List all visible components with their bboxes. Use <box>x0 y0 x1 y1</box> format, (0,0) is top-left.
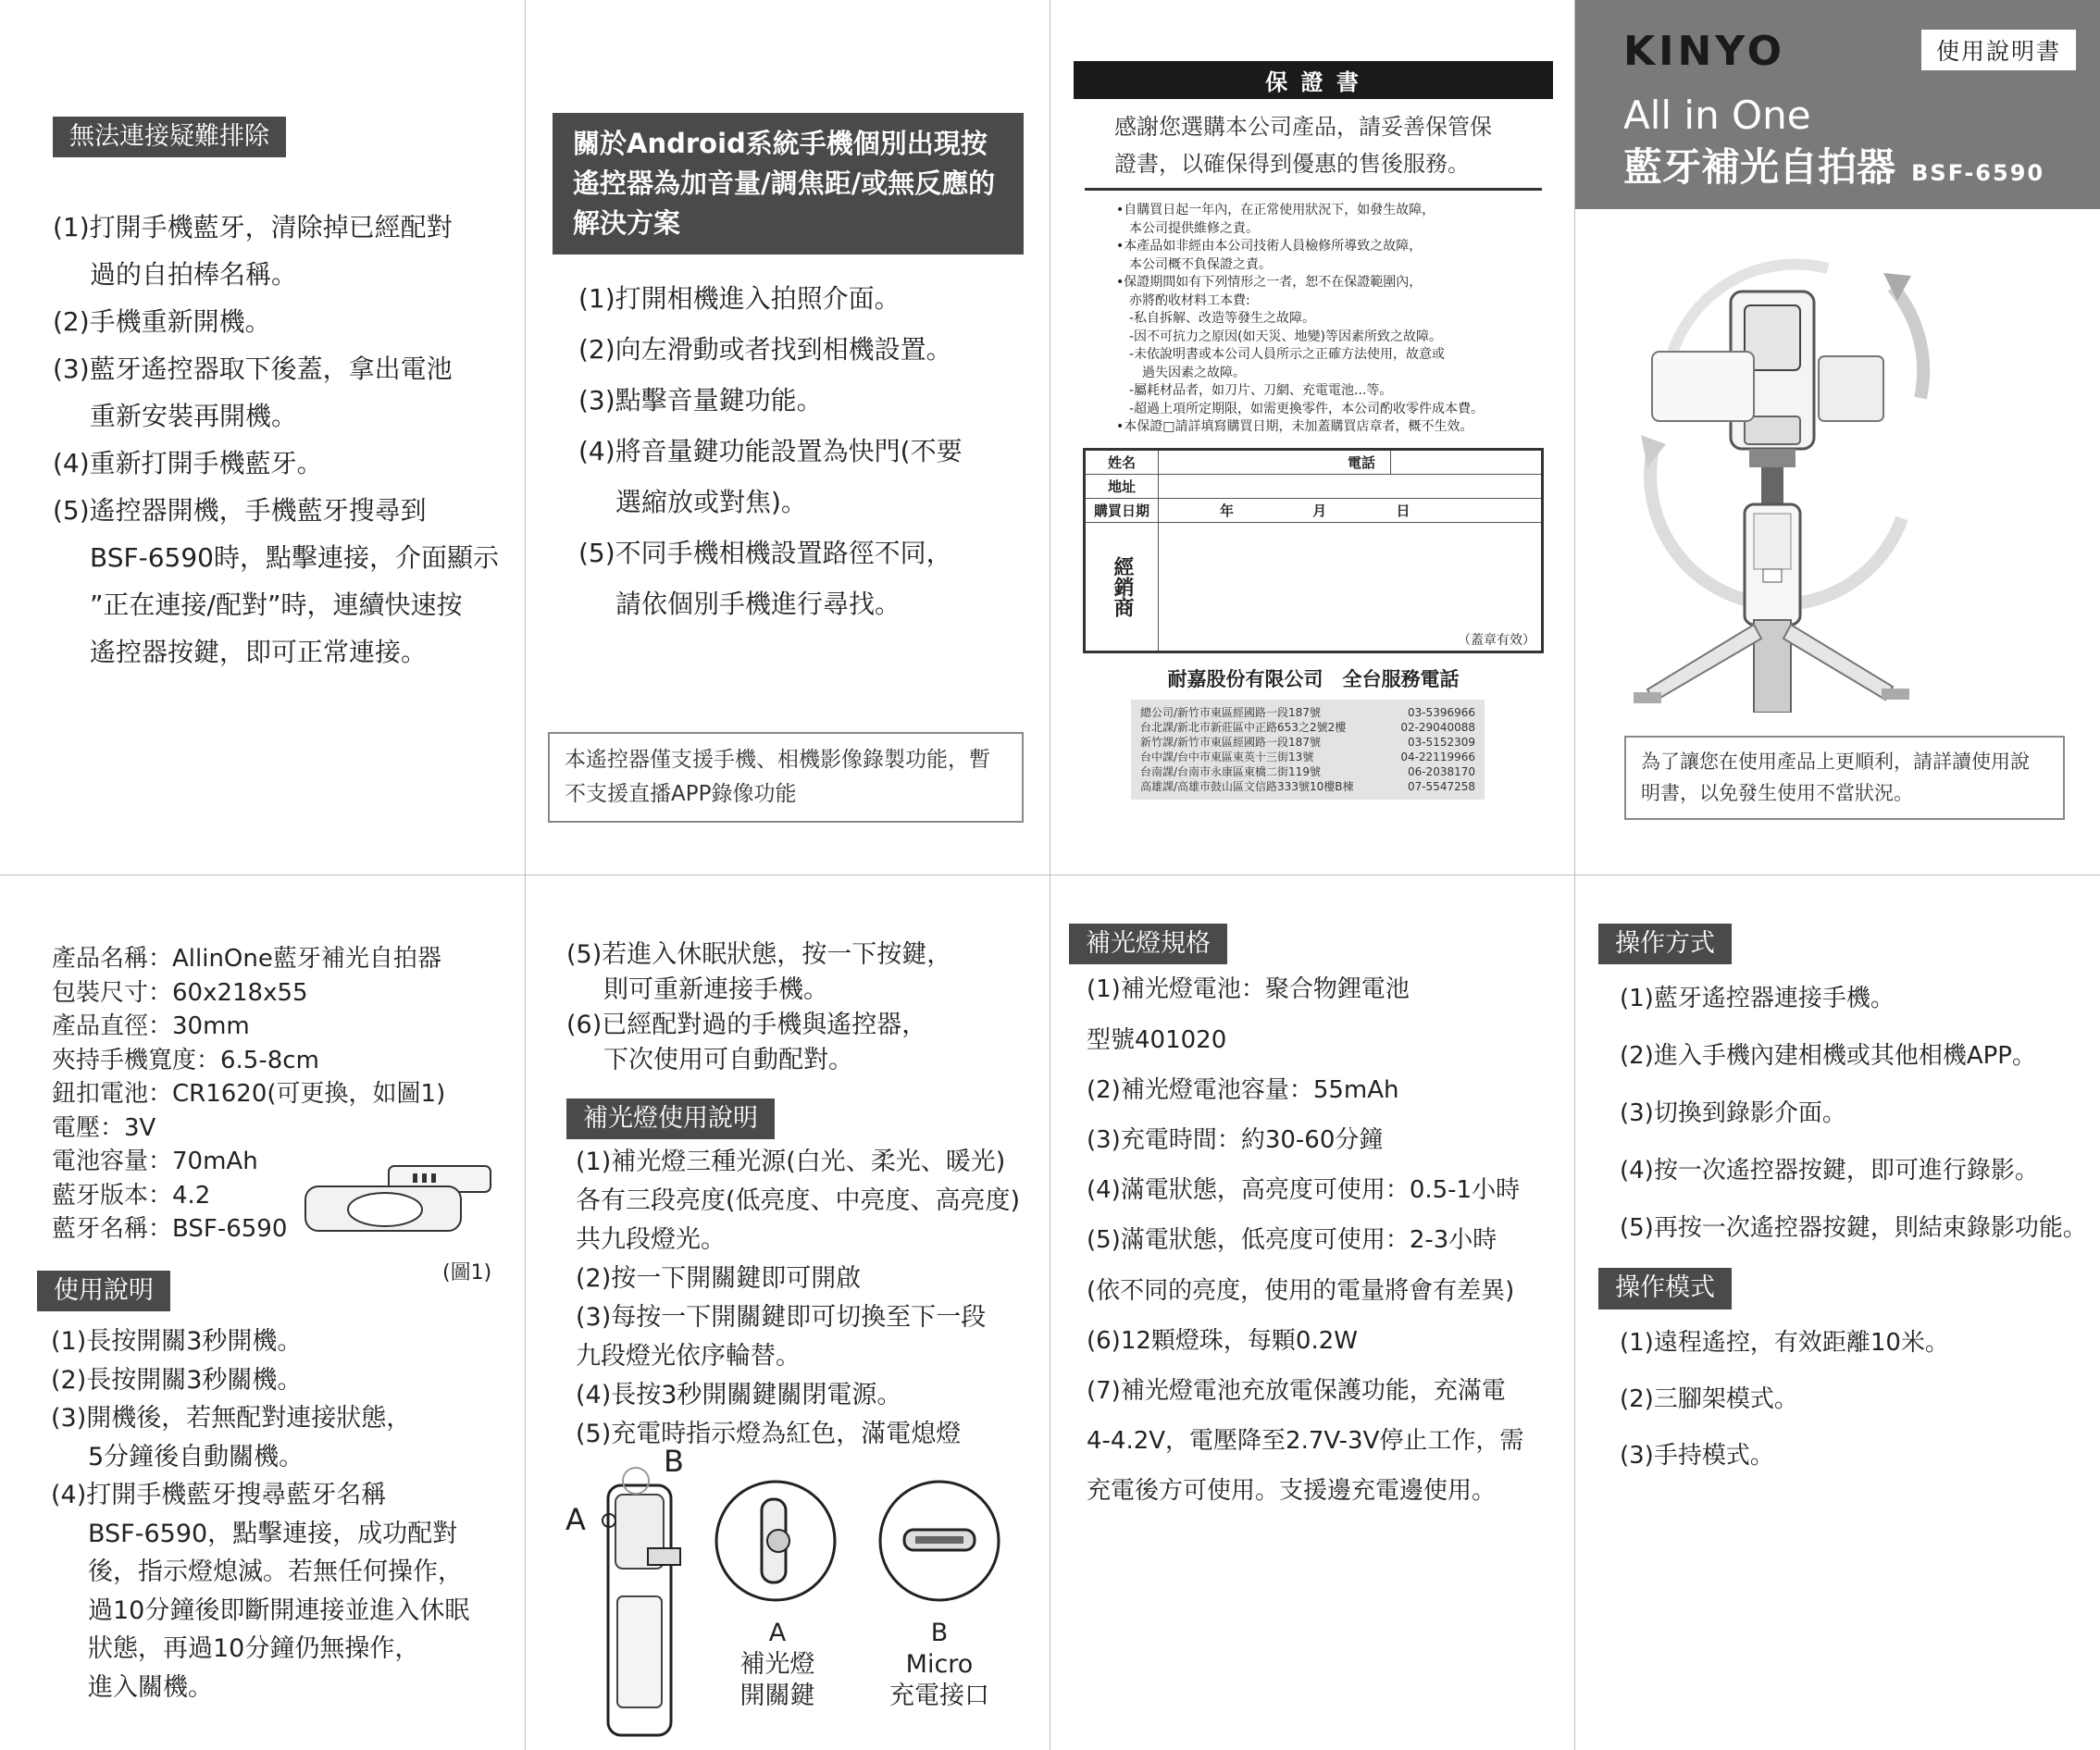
form-month-label: 月 <box>1312 502 1327 519</box>
android-steps <box>553 273 1024 629</box>
android-notice: 本遙控器僅支援手機、相機影像錄製功能，暫不支援直播APP錄像功能 <box>548 732 1024 823</box>
warranty-term: 本公司提供維修之責。 <box>1116 220 1259 236</box>
warranty-term: -未依說明書或本公司人員所示之正確方法使用，故意或 <box>1116 347 1446 362</box>
office-row <box>1140 735 1475 750</box>
troubleshoot-step: (1)打開手機藍牙，清除掉已經配對 <box>53 212 453 243</box>
warranty-title: 保 證 書 <box>1074 61 1553 99</box>
android-step: 請依個別手機進行尋找。 <box>615 588 901 619</box>
caption-a-line: 補光燈 <box>739 1650 815 1679</box>
android-step: (4)將音量鍵功能設置為快門(不要 <box>578 435 963 466</box>
light-usage-step: 共九段燈光。 <box>576 1225 726 1255</box>
label-b-top: B <box>664 1444 684 1479</box>
usage-step: (2)長按開關3秒關機。 <box>51 1365 303 1395</box>
caption-a-line: A <box>768 1619 787 1647</box>
office-address: 新竹課/新竹市東區經國路一段187號 <box>1140 735 1321 749</box>
light-spec-item: 型號401020 <box>1087 1025 1227 1054</box>
warranty-form <box>1083 448 1544 653</box>
form-address-label: 地址 <box>1085 474 1159 498</box>
troubleshoot-step: ”正在連接/配對”時，連續快速按 <box>90 590 463 621</box>
warranty-intro-line: 證書，以確保得到優惠的售後服務。 <box>1114 151 1470 177</box>
light-usage-steps <box>566 1143 1048 1454</box>
form-dealer-label: 經銷商 <box>1085 522 1159 652</box>
usage-step: (6)已經配對過的手機與遙控器， <box>566 1011 927 1039</box>
light-usage-step: 各有三段亮度(低亮度、中亮度、高亮度) <box>576 1186 1021 1216</box>
spec-item: 產品名稱：AllinOne藍牙補光自拍器 <box>52 945 441 973</box>
operation-panel <box>1598 924 2098 1484</box>
light-usage-step: (2)按一下開關鍵即可開啟 <box>576 1264 862 1294</box>
company-name: 耐嘉股份有限公司 全台服務電話 <box>1167 667 1460 690</box>
light-spec-item: (2)補光燈電池容量：55mAh <box>1087 1075 1399 1104</box>
light-spec-item: (6)12顆燈珠，每顆0.2W <box>1087 1326 1358 1355</box>
form-date-label: 購買日期 <box>1085 498 1159 522</box>
warranty-term: -因不可抗力之原因(如天災、地變)等因素所致之故障。 <box>1116 329 1442 344</box>
mode-item: (2)三腳架模式。 <box>1620 1384 1798 1413</box>
form-stamp-note: （蓋章有效） <box>1458 632 1535 648</box>
product-model: BSF-6590 <box>1911 160 2045 186</box>
spec-item: 包裝尺寸：60x218x55 <box>52 978 308 1007</box>
light-spec-panel <box>1069 924 1569 1517</box>
light-spec-item: (依不同的亮度，使用的電量將會有差異) <box>1087 1276 1515 1305</box>
spec-item: 夾持手機寬度：6.5-8cm <box>52 1046 319 1074</box>
brand-logo: KINYO <box>1623 28 1785 75</box>
product-line2: 藍牙補光自拍器 <box>1623 144 1896 190</box>
office-phone: 03-5396966 <box>1407 705 1475 719</box>
form-dealer-field[interactable] <box>1159 522 1543 652</box>
light-spec-item: (4)滿電狀態，高亮度可使用：0.5-1小時 <box>1087 1176 1521 1205</box>
service-offices <box>1131 700 1485 800</box>
android-title: 關於Android系統手機個別出現按遙控器為加音量/調焦距/或無反應的解決方案 <box>553 113 1024 254</box>
troubleshoot-step: (5)遙控器開機，手機藍牙搜尋到 <box>53 495 427 527</box>
product-line1: All in One <box>1623 93 1811 138</box>
office-phone: 03-5152309 <box>1407 735 1475 749</box>
warranty-term: •保證期間如有下列情形之一者，恕不在保證範圍內， <box>1116 275 1423 290</box>
cover-notice: 為了讓您在使用產品上更順利，請詳讀使用說明書，以免發生使用不當狀況。 <box>1624 736 2065 820</box>
light-usage-step: 九段燈光依序輪替。 <box>576 1342 801 1371</box>
office-phone: 07-5547258 <box>1407 779 1475 793</box>
troubleshoot-panel <box>53 117 516 676</box>
selfie-stick-illustration <box>1615 250 1967 713</box>
light-spec-item: (7)補光燈電池充放電保護功能，充滿電 <box>1087 1377 1506 1406</box>
operation-step: (1)藍牙遙控器連接手機。 <box>1620 985 1895 1013</box>
form-name-label: 姓名 <box>1085 449 1159 474</box>
caption-b <box>875 1618 1004 1712</box>
light-usage-step: (1)補光燈三種光源(白光、柔光、暖光) <box>576 1148 1006 1177</box>
office-address: 總公司/新竹市東區經國路一段187號 <box>1140 705 1321 719</box>
usage-section <box>37 1271 469 1707</box>
form-year-label: 年 <box>1220 502 1235 519</box>
warranty-term: 亦將酌收材料工本費: <box>1116 292 1250 308</box>
office-row <box>1140 779 1475 794</box>
mode-item: (3)手持模式。 <box>1620 1441 1774 1470</box>
mode-list <box>1598 1315 2098 1484</box>
office-row <box>1140 750 1475 764</box>
warranty-term: 本公司概不負保證之責。 <box>1116 256 1272 272</box>
light-spec-item: (5)滿電狀態，低亮度可使用：2-3小時 <box>1087 1226 1497 1255</box>
caption-a <box>713 1618 842 1712</box>
spec-item: 產品直徑：30mm <box>52 1012 250 1040</box>
caption-b-line: B <box>930 1619 949 1647</box>
light-spec-item: (1)補光燈電池：聚合物鋰電池 <box>1087 975 1410 1004</box>
figure-1-label: (圖1) <box>442 1261 492 1285</box>
warranty-panel <box>1074 61 1553 800</box>
light-spec-item: 4-4.2V，電壓降至2.7V-3V停止工作，需 <box>1087 1427 1524 1456</box>
usage-step: 5分鐘後自動關機。 <box>88 1442 304 1471</box>
office-row <box>1140 720 1475 735</box>
usage-continued-steps <box>566 937 1048 1078</box>
warranty-term: •本保證□請詳填寫購買日期，未加蓋購買店章者，概不生效。 <box>1116 419 1473 434</box>
operation-steps <box>1598 970 2098 1257</box>
usage-step: 後，指示燈熄滅。若無任何操作， <box>88 1558 463 1587</box>
usage-step: (1)長按開關3秒開機。 <box>51 1327 303 1357</box>
light-spec-title: 補光燈規格 <box>1069 924 1227 964</box>
light-usage-step: (3)每按一下開關鍵即可切換至下一段 <box>576 1303 987 1333</box>
troubleshoot-step: 過的自拍棒名稱。 <box>90 259 298 291</box>
office-row <box>1140 705 1475 720</box>
spec-item: 藍牙名稱：BSF-6590 <box>52 1215 288 1243</box>
android-step: (2)向左滑動或者找到相機設置。 <box>578 333 952 365</box>
usage-step: BSF-6590，點擊連接，成功配對 <box>88 1519 458 1548</box>
usage-step: 過10分鐘後即斷開連接並進入休眠 <box>88 1595 470 1625</box>
light-spec-item: 充電後方可使用。支援邊充電邊使用。 <box>1087 1477 1497 1506</box>
spec-item: 藍牙版本：4.2 <box>52 1181 211 1210</box>
usage-step: 則可重新連接手機。 <box>603 975 828 1004</box>
office-phone: 06-2038170 <box>1407 764 1475 778</box>
battery-cover-figure <box>304 1159 498 1244</box>
form-day-label: 日 <box>1396 502 1410 519</box>
warranty-term: 過失因素之故障。 <box>1116 365 1246 380</box>
usage-step: 進入關機。 <box>88 1672 213 1702</box>
office-phone: 04-22119966 <box>1400 750 1475 763</box>
warranty-terms <box>1074 202 1553 437</box>
android-step: (3)點擊音量鍵功能。 <box>578 384 823 416</box>
troubleshoot-step: 遙控器按鍵，即可正常連接。 <box>90 637 428 668</box>
troubleshoot-step: BSF-6590時，點擊連接，介面顯示 <box>90 542 499 574</box>
android-step: 選縮放或對焦)。 <box>615 486 807 517</box>
operation-title: 操作方式 <box>1598 924 1732 964</box>
mode-item: (1)遠程遙控，有效距離10米。 <box>1620 1328 1949 1357</box>
office-address: 高雄課/高雄市鼓山區文信路333號10樓B棟 <box>1140 779 1354 793</box>
usage-title: 使用說明 <box>37 1271 170 1311</box>
warranty-intro-line: 感謝您選購本公司產品，請妥善保管保 <box>1114 114 1492 140</box>
manual-label: 使用說明書 <box>1921 30 2076 70</box>
light-usage-step: (5)充電時指示燈為紅色，滿電熄燈 <box>576 1420 962 1449</box>
troubleshoot-step: (3)藍牙遙控器取下後蓋，拿出電池 <box>53 354 453 385</box>
usage-step: 下次使用可自動配對。 <box>603 1046 853 1074</box>
light-usage-step: (4)長按3秒開關鍵關閉電源。 <box>576 1381 902 1410</box>
office-address: 台南課/台南市永康區東橋二街119號 <box>1140 764 1321 778</box>
usage-step: (4)打開手機藍牙搜尋藍牙名稱 <box>51 1481 387 1510</box>
usage-step: 狀態，再過10分鐘仍無操作， <box>88 1634 420 1664</box>
office-row <box>1140 764 1475 779</box>
spec-item: 電池容量：70mAh <box>52 1148 258 1175</box>
troubleshoot-step: (4)重新打開手機藍牙。 <box>53 448 323 479</box>
troubleshoot-steps <box>53 204 516 676</box>
warranty-term: •自購買日起一年內，在正常使用狀況下，如發生故障， <box>1116 203 1435 217</box>
office-address: 台中課/台中市東區東英十三街13號 <box>1140 750 1314 763</box>
android-step: (5)不同手機相機設置路徑不同， <box>578 537 952 568</box>
form-phone-field[interactable] <box>1391 449 1543 474</box>
light-spec-item: (3)充電時間：約30-60分鐘 <box>1087 1126 1384 1154</box>
warranty-intro <box>1074 108 1553 182</box>
caption-b-line: Micro <box>905 1650 974 1679</box>
troubleshoot-step: 重新安裝再開機。 <box>90 401 298 432</box>
usage-step: (5)若進入休眠狀態，按一下按鍵， <box>566 940 952 969</box>
usage-steps <box>37 1322 469 1707</box>
operation-step: (5)再按一次遙控器按鍵，則結束錄影功能。 <box>1620 1214 2087 1243</box>
mode-title: 操作模式 <box>1598 1268 1732 1309</box>
caption-a-line: 開關鍵 <box>739 1682 815 1710</box>
spec-item: 鈕扣電池：CR1620(可更換，如圖1) <box>52 1080 446 1108</box>
warranty-term: •本產品如非經由本公司技術人員檢修所導致之故障， <box>1116 239 1423 254</box>
form-date-field[interactable] <box>1159 498 1543 522</box>
form-name-field[interactable] <box>1159 449 1334 474</box>
warranty-rule <box>1085 188 1542 191</box>
operation-step: (4)按一次遙控器按鍵，即可進行錄影。 <box>1620 1157 2039 1185</box>
warranty-term: -私自拆解、改造等發生之故障。 <box>1116 311 1316 326</box>
cover-header <box>1575 0 2100 209</box>
product-name <box>1623 137 2044 192</box>
warranty-term: -超過上項所定期限，如需更換零件，本公司酌收零件成本費。 <box>1116 401 1485 416</box>
android-panel <box>553 113 1024 629</box>
light-spec-list <box>1069 964 1569 1516</box>
operation-step: (2)進入手機內建相機或其他相機APP。 <box>1620 1042 2036 1071</box>
troubleshoot-step: (2)手機重新開機。 <box>53 306 271 338</box>
warranty-term: -屬耗材品者，如刀片、刀網、充電電池...等。 <box>1116 383 1393 398</box>
office-address: 台北課/新北市新莊區中正路653之2號2樓 <box>1140 720 1347 734</box>
form-address-field[interactable] <box>1159 474 1543 498</box>
operation-step: (3)切換到錄影介面。 <box>1620 1099 1846 1128</box>
form-phone-label: 電話 <box>1333 449 1391 474</box>
office-phone: 02-29040088 <box>1400 720 1475 734</box>
troubleshoot-title: 無法連接疑難排除 <box>53 117 286 157</box>
label-a-side: A <box>565 1502 586 1537</box>
light-usage-title: 補光燈使用說明 <box>566 1098 775 1139</box>
caption-b-line: 充電接口 <box>889 1682 989 1710</box>
spec-item: 電壓：3V <box>52 1113 156 1142</box>
android-step: (1)打開相機進入拍照介面。 <box>578 282 901 314</box>
usage-step: (3)開機後，若無配對連接狀態， <box>51 1404 412 1434</box>
usage-continued-panel <box>566 937 1048 1454</box>
